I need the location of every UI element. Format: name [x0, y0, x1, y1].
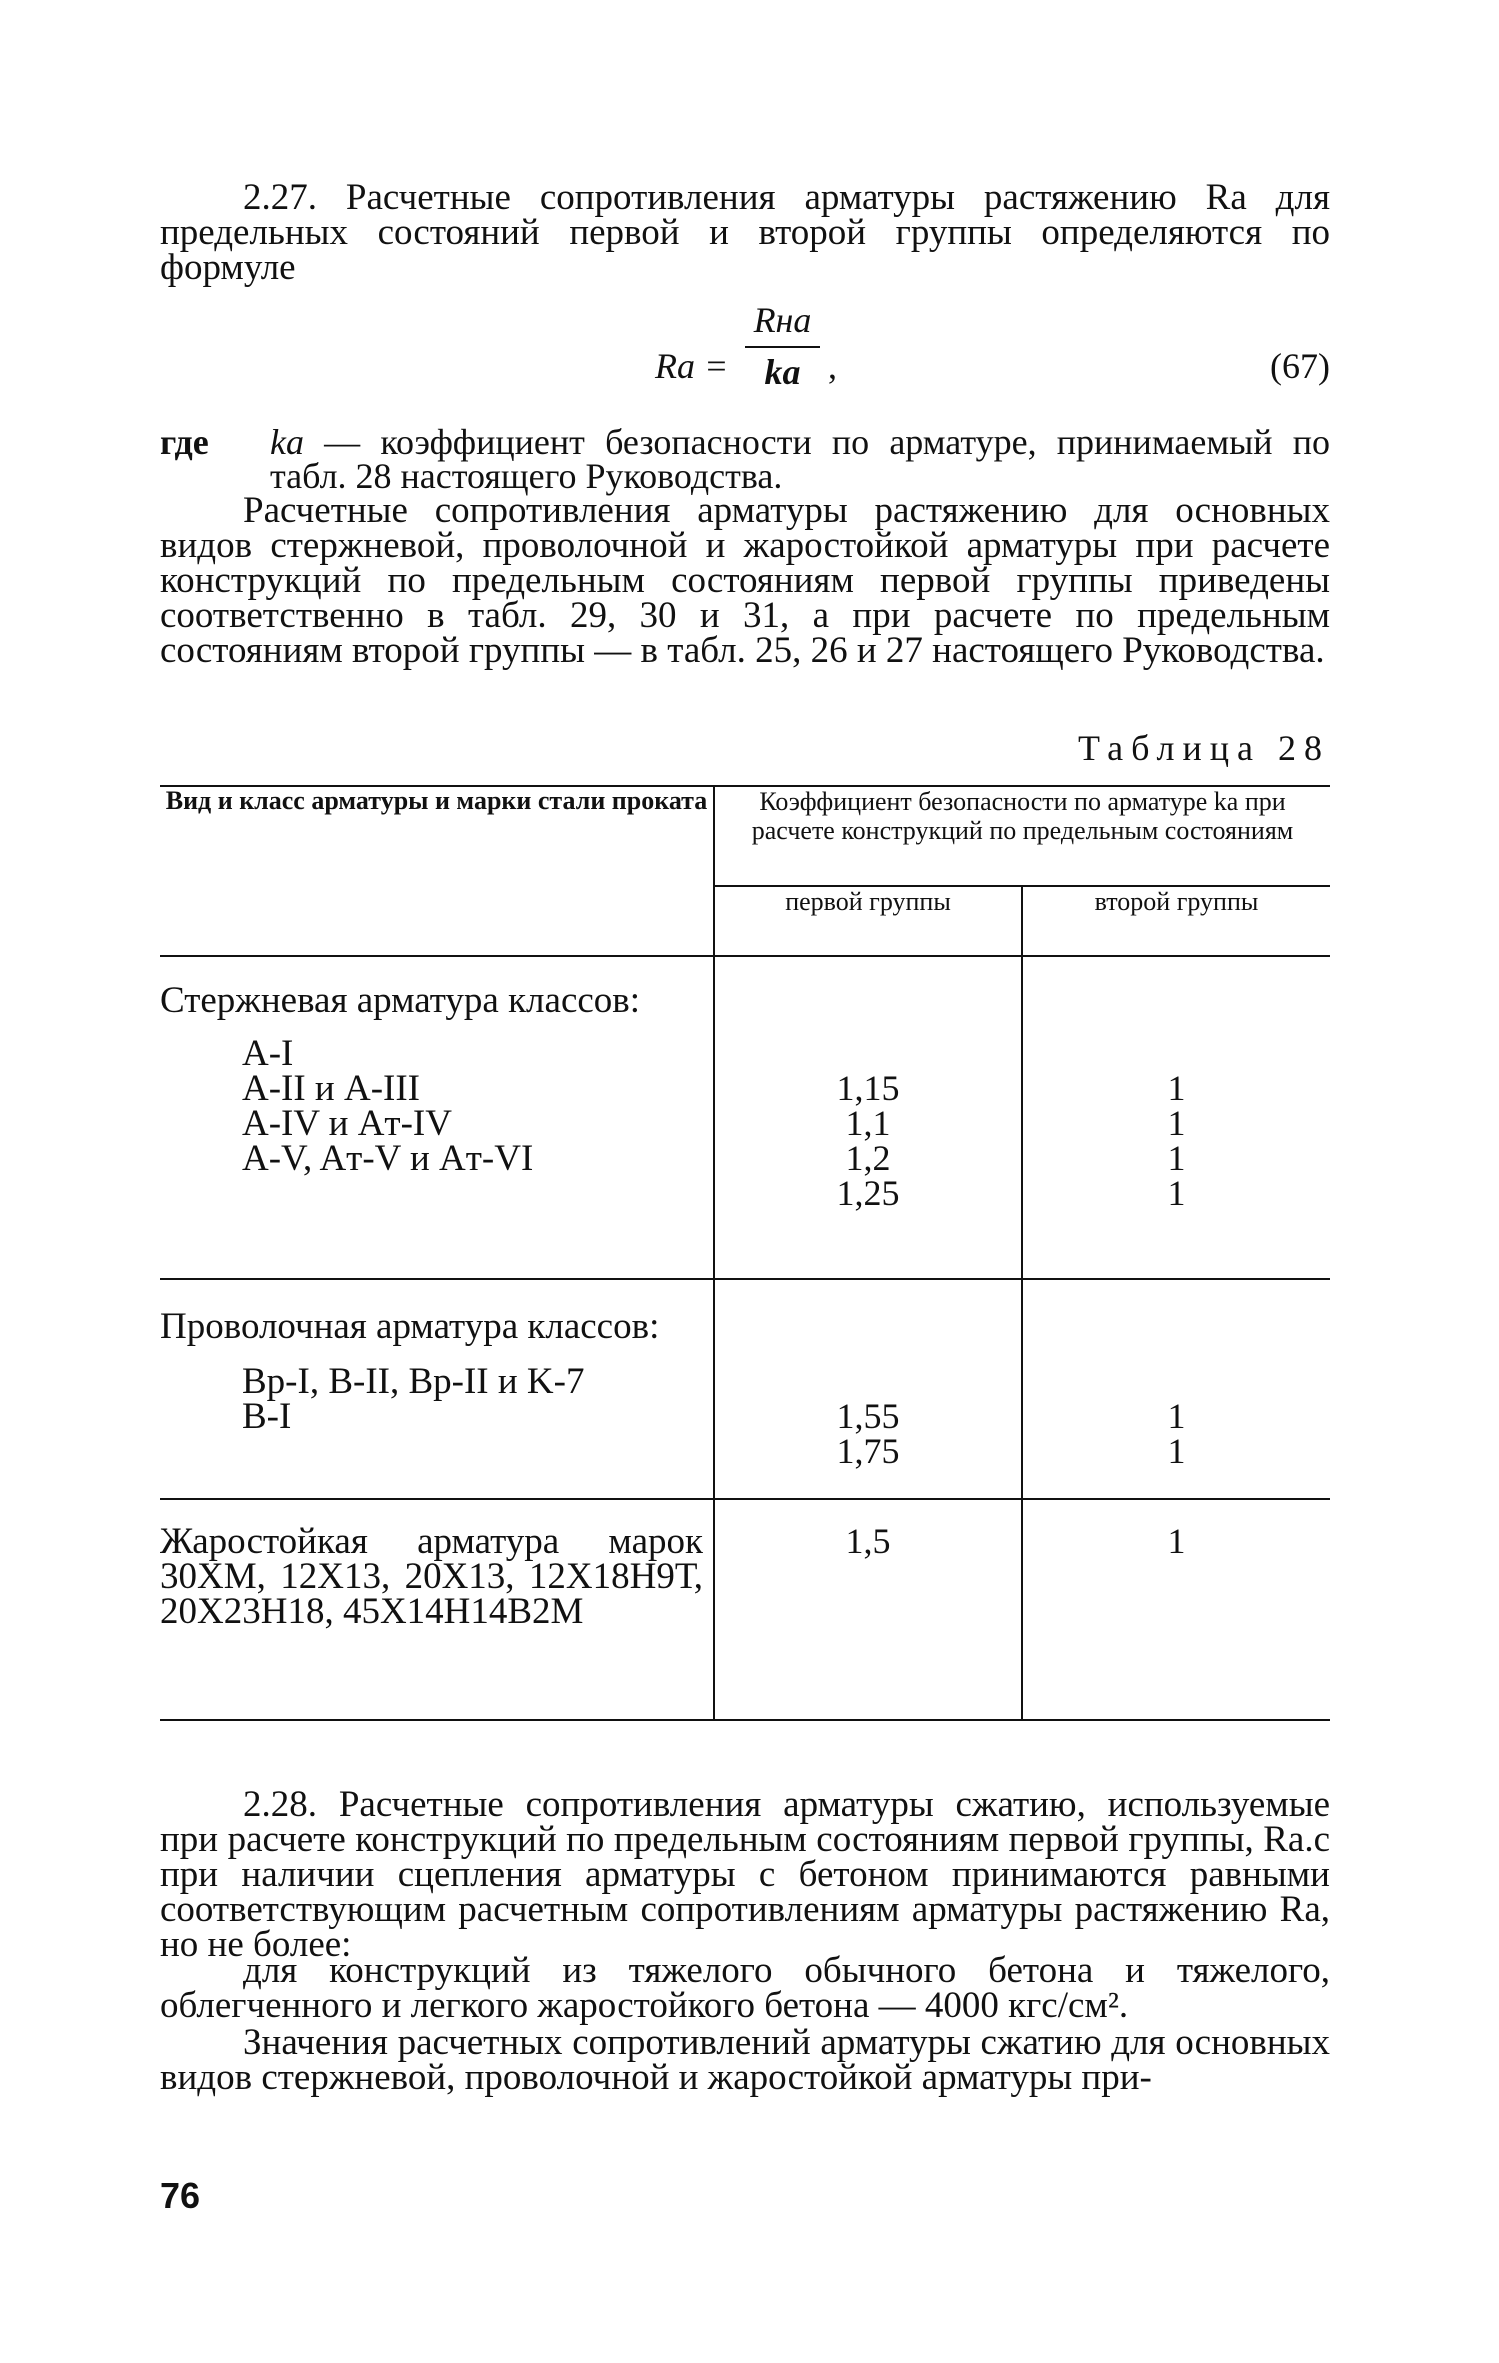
section-title: Жаростойкая арматура марок 30ХМ, 12Х13, 20Х13, 12Х18Н9Т, 20Х23Н18, 45Х14Н14В2М — [160, 1521, 703, 1632]
row-name: A-I — [242, 1033, 294, 1074]
row-second-value: 1 — [1167, 1103, 1186, 1143]
row-first-value: 1,1 — [845, 1103, 891, 1143]
table-section-wire — [160, 1279, 1330, 1499]
paragraph-values: Значения расчетных сопротивлений арматуры сжатию для основных видов стержневой, проволочной и жаростойкой арматуры при- — [160, 2022, 1330, 2098]
section-second-value: 1 — [1167, 1521, 1186, 1561]
where-definition — [270, 422, 1330, 496]
row-name: A-II и A-III — [242, 1068, 420, 1109]
formula-numerator: Rна — [753, 300, 812, 340]
where-text: — коэффициент безопасности по арматуре, принимаемый по табл. 28 настоящего Руководства. — [270, 422, 1330, 496]
paragraph-design-resistances: Расчетные сопротивления арматуры растяжению для основных видов стержневой, проволочной и жаростойкой арматуры при расчете конструкций по предельным состояниям первой группы приведены соответственно в табл. 29, 30 и 31, а при расчете по предельным состояниям второй группы — в табл. 25, 26 и 27 настоящего Руководства. — [160, 490, 1330, 671]
paragraph-2-28: 2.28. Расчетные сопротивления арматуры сжатию, используемые при расчете конструкций по предельным состояниям первой группы, Rа.с при наличии сцепления арматуры с бетоном принимаются равными соответствующим расчетным сопротивлениям арматуры растяжению Rа, но не более: — [160, 1784, 1330, 1965]
fraction-bar — [745, 346, 820, 348]
row-second-value: 1 — [1167, 1138, 1186, 1178]
row-first-value: 1,25 — [836, 1173, 900, 1213]
row-name: A-V, Aт-V и Aт-VI — [242, 1138, 534, 1179]
row-first-value: 1,15 — [836, 1068, 900, 1108]
section-first-value: 1,5 — [845, 1521, 891, 1561]
header-kind: Вид и класс арматуры и марки стали проката — [160, 786, 714, 956]
paragraph-limit: для конструкций из тяжелого обычного бетона и тяжелого, облегченного и легкого жаростойкого бетона — 4000 кгс/см². — [160, 1950, 1330, 2026]
header-first-group: первой группы — [714, 886, 1022, 956]
header-coefficient: Коэффициент безопасности по арматуре kа при расчете конструкций по предельным состояниям — [714, 786, 1330, 886]
section-title: Проволочная арматура классов: — [160, 1306, 660, 1347]
where-symbol: kа — [270, 422, 304, 462]
row-first-value: 1,55 — [836, 1396, 900, 1436]
row-first-value: 1,2 — [845, 1138, 891, 1178]
row-second-value: 1 — [1167, 1173, 1186, 1213]
row-name: B-I — [242, 1396, 292, 1437]
row-name: Bp-I, B-II, Bp-II и K-7 — [242, 1361, 585, 1402]
where-word: где — [160, 422, 209, 462]
table-section-heat-resistant — [160, 1499, 1330, 1720]
table-section-rod — [160, 956, 1330, 1279]
header-second-group: второй группы — [1022, 886, 1330, 956]
row-second-value: 1 — [1167, 1396, 1186, 1436]
table-caption: Таблица 28 — [1078, 728, 1330, 768]
equation-number: (67) — [1270, 346, 1330, 386]
table-28 — [160, 785, 1330, 1721]
row-first-value: 1,75 — [836, 1431, 900, 1471]
section-title: Стержневая арматура классов: — [160, 980, 641, 1021]
row-second-value: 1 — [1167, 1068, 1186, 1108]
formula-lhs: Rа = — [655, 346, 729, 386]
row-name: A-IV и Aт-IV — [242, 1103, 452, 1144]
formula-denominator: kа — [764, 352, 801, 392]
page-number: 76 — [160, 2175, 201, 2216]
formula-comma: , — [828, 346, 837, 386]
paragraph-2-27: 2.27. Расчетные сопротивления арматуры растяжению Rа для предельных состояний первой и второй группы определяются по формуле — [160, 177, 1330, 288]
row-second-value: 1 — [1167, 1431, 1186, 1471]
formula-fraction — [745, 300, 820, 392]
formula-67 — [160, 300, 1330, 420]
